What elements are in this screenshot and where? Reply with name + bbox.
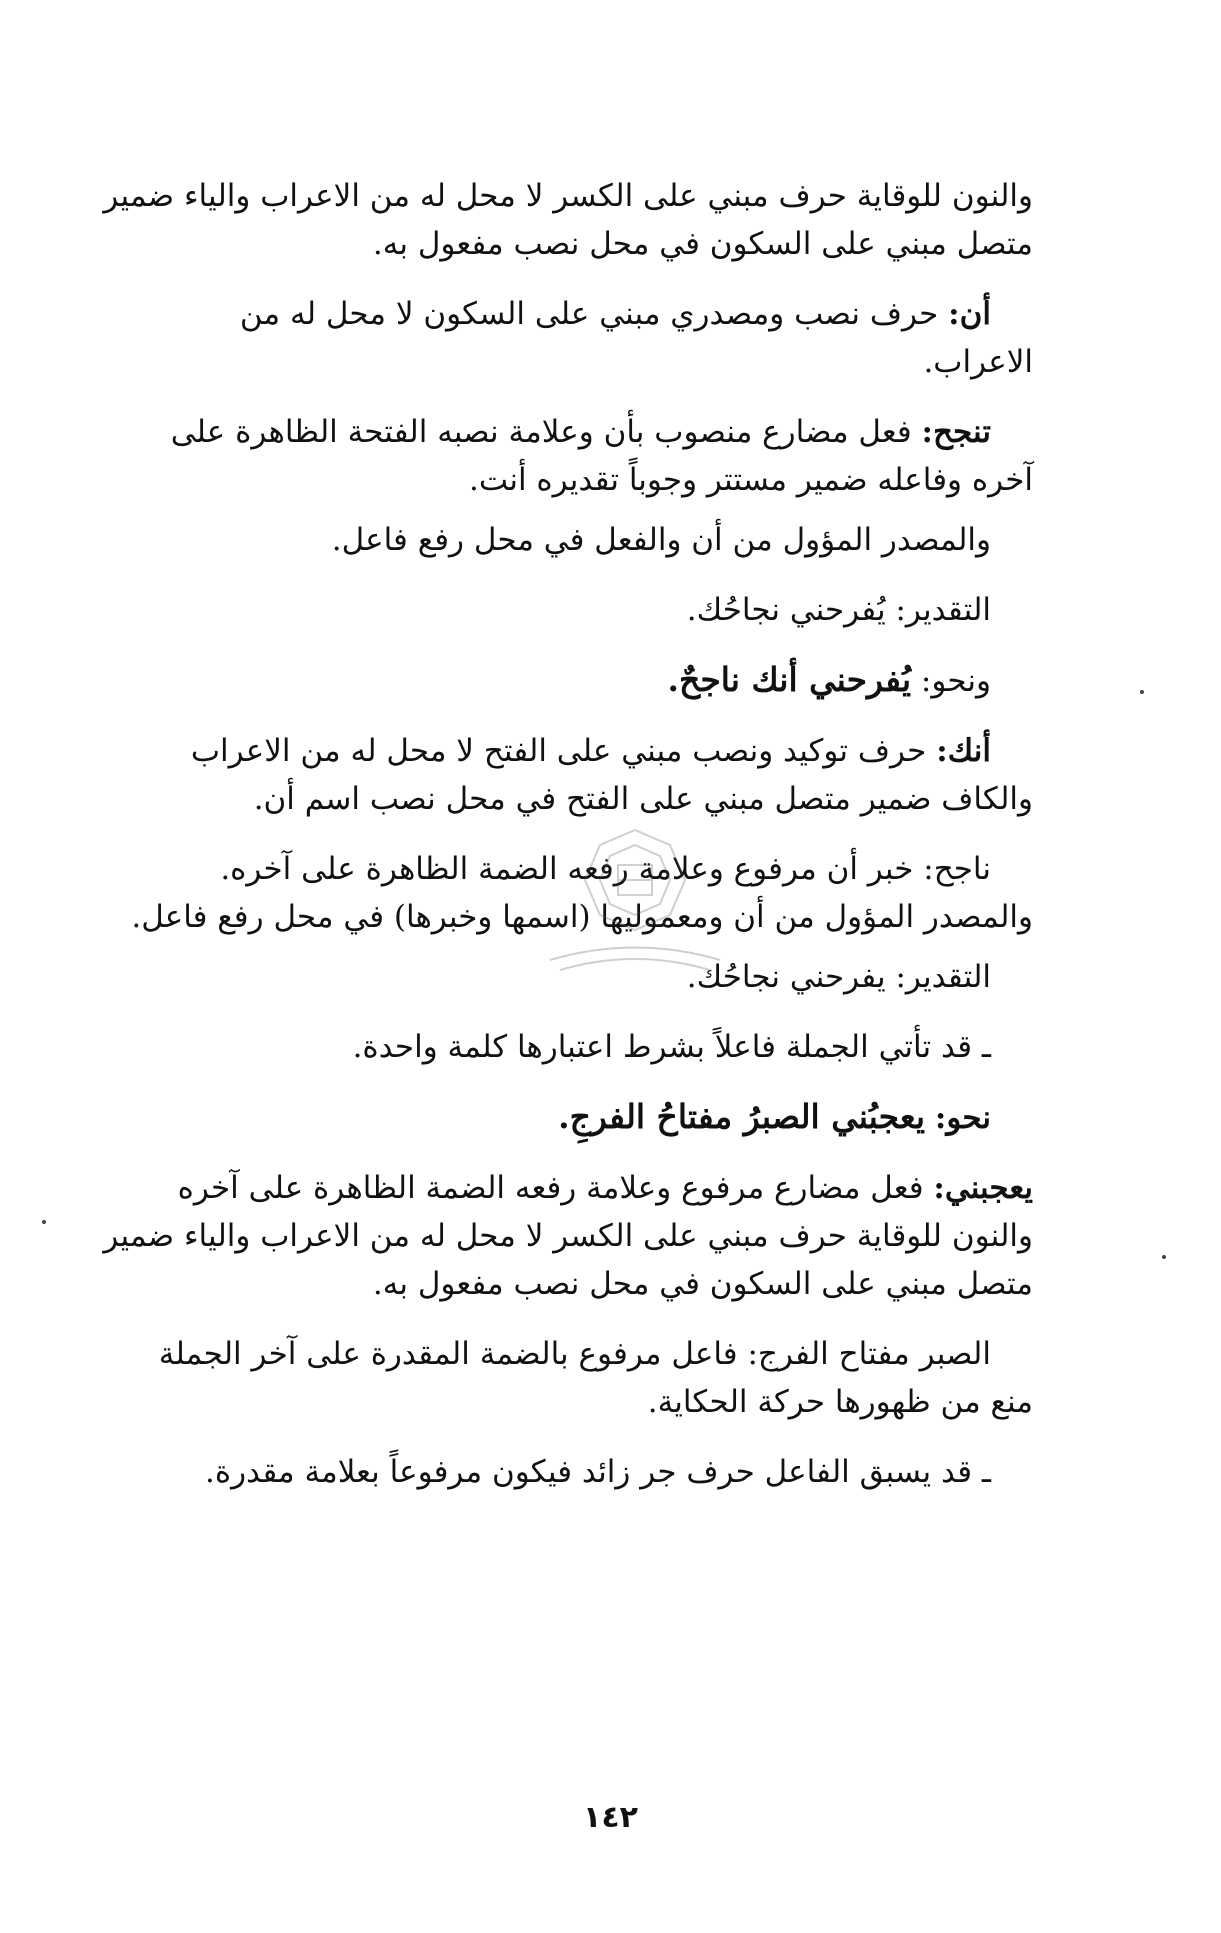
term-definition: فاعل مرفوع بالضمة المقدرة على آخر الجملة (158, 1336, 738, 1372)
rule-paragraph (88, 1448, 1033, 1496)
text-line: منع من ظهورها حركة الحكاية. (647, 1384, 1033, 1420)
term-label: تنجح: (921, 414, 991, 450)
text-line (88, 1330, 991, 1378)
text-line: ـ قد يسبق الفاعل حرف جر زائد فيكون مرفوعاً بعلامة مقدرة. (204, 1454, 991, 1490)
text-line: التقدير: يفرحني نجاحُك. (686, 959, 991, 995)
text-line: والمصدر المؤول من أن والفعل في محل رفع فاعل. (331, 522, 991, 558)
text-line: والنون للوقاية حرف مبني على الكسر لا محل له من الاعراب والياء ضمير (103, 178, 1033, 214)
paragraph (88, 586, 1033, 634)
term-label: الصبر مفتاح الفرج: (747, 1336, 991, 1372)
paragraph (88, 1330, 1033, 1426)
paragraph (88, 727, 1033, 823)
text-line (88, 656, 991, 705)
text-line (88, 1164, 1033, 1212)
paragraph (88, 408, 1033, 504)
example-paragraph (88, 1093, 1033, 1142)
text-line (88, 727, 991, 775)
example-paragraph (88, 656, 1033, 705)
term-definition: فعل مضارع مرفوع وعلامة رفعه الضمة الظاهرة على آخره (177, 1170, 924, 1206)
text-line: متصل مبني على السكون في محل نصب مفعول به. (372, 1266, 1033, 1302)
text-line (88, 1093, 991, 1142)
text-line: والكاف ضمير متصل مبني على الفتح في محل نصب اسم أن. (253, 781, 1033, 817)
term-label: أنك: (936, 733, 991, 769)
text-line (88, 408, 991, 456)
scan-speck (1162, 1255, 1166, 1259)
library-seal-icon (520, 820, 750, 980)
paragraph (88, 290, 1033, 386)
text-line: آخره وفاعله ضمير مستتر وجوباً تقديره أنت. (469, 462, 1033, 498)
example-sentence: يُفرحني أنك ناجحٌ. (667, 660, 912, 699)
example-prefix: نحو: (934, 1100, 991, 1136)
rule-paragraph (88, 1023, 1033, 1071)
text-line: والنون للوقاية حرف مبني على الكسر لا محل له من الاعراب والياء ضمير (103, 1218, 1033, 1254)
term-label: يعجبني: (933, 1170, 1033, 1206)
term-definition: حرف نصب ومصدري مبني على السكون لا محل له من (239, 296, 939, 332)
term-label: ناجح: (923, 851, 991, 887)
term-definition: حرف توكيد ونصب مبني على الفتح لا محل له من الاعراب (190, 733, 927, 769)
page-number: ١٤٢ (583, 1800, 638, 1835)
example-prefix: ونحو: (920, 663, 991, 699)
paragraph (88, 516, 1033, 564)
text-line: والمصدر المؤول من أن ومعموليها (اسمها وخبرها) في محل رفع فاعل. (131, 899, 1033, 935)
example-sentence: يعجبُني الصبرُ مفتاحُ الفرجِ. (558, 1097, 926, 1136)
text-line: الاعراب. (923, 344, 1033, 380)
term-definition: فعل مضارع منصوب بأن وعلامة نصبه الفتحة الظاهرة على (170, 414, 912, 450)
paragraph (88, 172, 1033, 268)
term-definition: خبر أن مرفوع وعلامة رفعه الضمة الظاهرة على آخره. (220, 851, 914, 887)
text-line: ـ قد تأتي الجملة فاعلاً بشرط اعتبارها كلمة واحدة. (352, 1029, 991, 1065)
scan-speck (42, 1220, 46, 1224)
paragraph (88, 1164, 1033, 1308)
text-line (88, 290, 991, 338)
text-line: التقدير: يُفرحني نجاحُك. (686, 592, 991, 628)
term-label: أن: (948, 296, 991, 332)
scan-speck (1140, 690, 1144, 694)
text-line: متصل مبني على السكون في محل نصب مفعول به. (372, 226, 1033, 262)
